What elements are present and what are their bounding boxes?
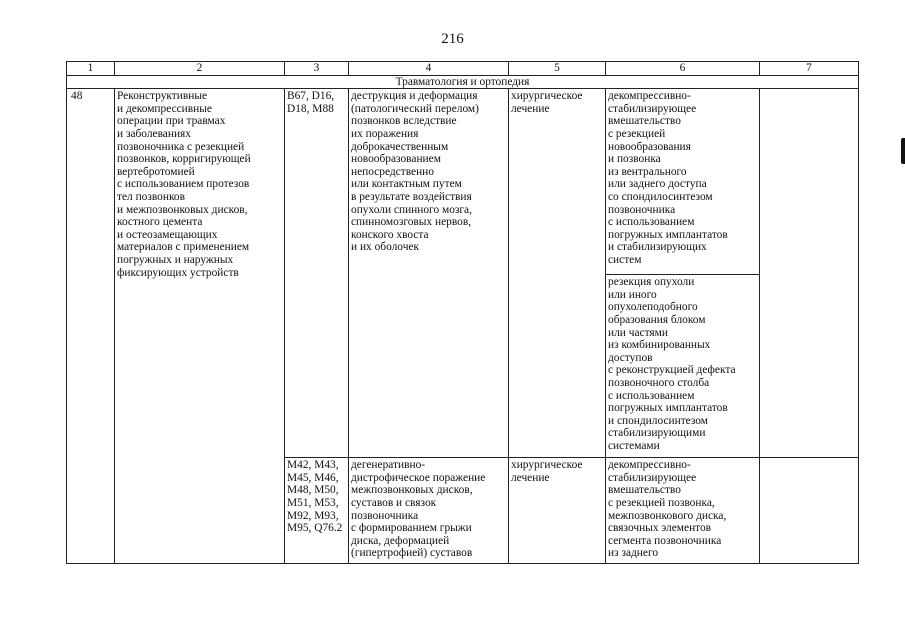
patient-model: деструкция и деформация (патологический перелом) позвонков вследствие их поражения доброкачественным новообразованием непосредственно или контактным путем в результате воздействия опухоли спинного мозга, спинномозговых нервов, конского хвоста и их оболочек xyxy=(349,89,509,458)
section-row xyxy=(67,75,859,89)
header-cell: 4 xyxy=(349,62,509,76)
treatment-type: хирургическое лечение xyxy=(509,458,606,564)
header-cell: 1 xyxy=(67,62,115,76)
patient-model: дегенеративно- дистрофическое поражение межпозвонковых дисков, суставов и связок позвоночника с формированием грыжи диска, деформацией (гипертрофией) суставов xyxy=(349,458,509,564)
services-table xyxy=(66,61,859,564)
section-title: Травматология и ортопедия xyxy=(67,75,859,89)
treatment-method: декомпрессивно- стабилизирующее вмешательство с резекцией новообразования и позвонка из вентрального или заднего доступа со спондилосинтезом позвоночника с использованием погружных имплантатов и стабилизирующих систем xyxy=(606,89,760,275)
header-cell: 5 xyxy=(509,62,606,76)
service-name: Реконструктивные и декомпрессивные операции при травмах и заболеваниях позвоночника с резекцией позвонков, корригирующей вертебротомией с использованием протезов тел позвонков и межпозвонковых дисков, костного цемента и остеозамещающих материалов с применением погружных и наружных фиксирующих устройств xyxy=(115,89,285,564)
diagnosis-codes: В67, D16, D18, M88 xyxy=(285,89,349,458)
empty-cell xyxy=(760,458,859,564)
table-row xyxy=(67,89,859,275)
header-cell: 7 xyxy=(760,62,859,76)
header-cell: 6 xyxy=(606,62,760,76)
row-number: 48 xyxy=(67,89,115,564)
treatment-method: резекция опухоли или иного опухолеподобного образования блоком или частями из комбинированных доступов с реконструкцией дефекта позвоночного столба с использованием погружных имплантатов и спондилосинтезом стабилизирующими системами xyxy=(606,275,760,458)
table-header-row xyxy=(67,62,859,76)
page-number: 216 xyxy=(441,31,464,47)
page-edge-mark xyxy=(901,138,905,164)
header-cell: 2 xyxy=(115,62,285,76)
diagnosis-codes: M42, M43, M45, M46, M48, M50, M51, M53, M92, M93, M95, Q76.2 xyxy=(285,458,349,564)
empty-cell xyxy=(760,89,859,458)
treatment-type: хирургическое лечение xyxy=(509,89,606,458)
treatment-method: декомпрессивно- стабилизирующее вмешательство с резекцией позвонка, межпозвонкового диска, связочных элементов сегмента позвоночника из заднего xyxy=(606,458,760,564)
header-cell: 3 xyxy=(285,62,349,76)
